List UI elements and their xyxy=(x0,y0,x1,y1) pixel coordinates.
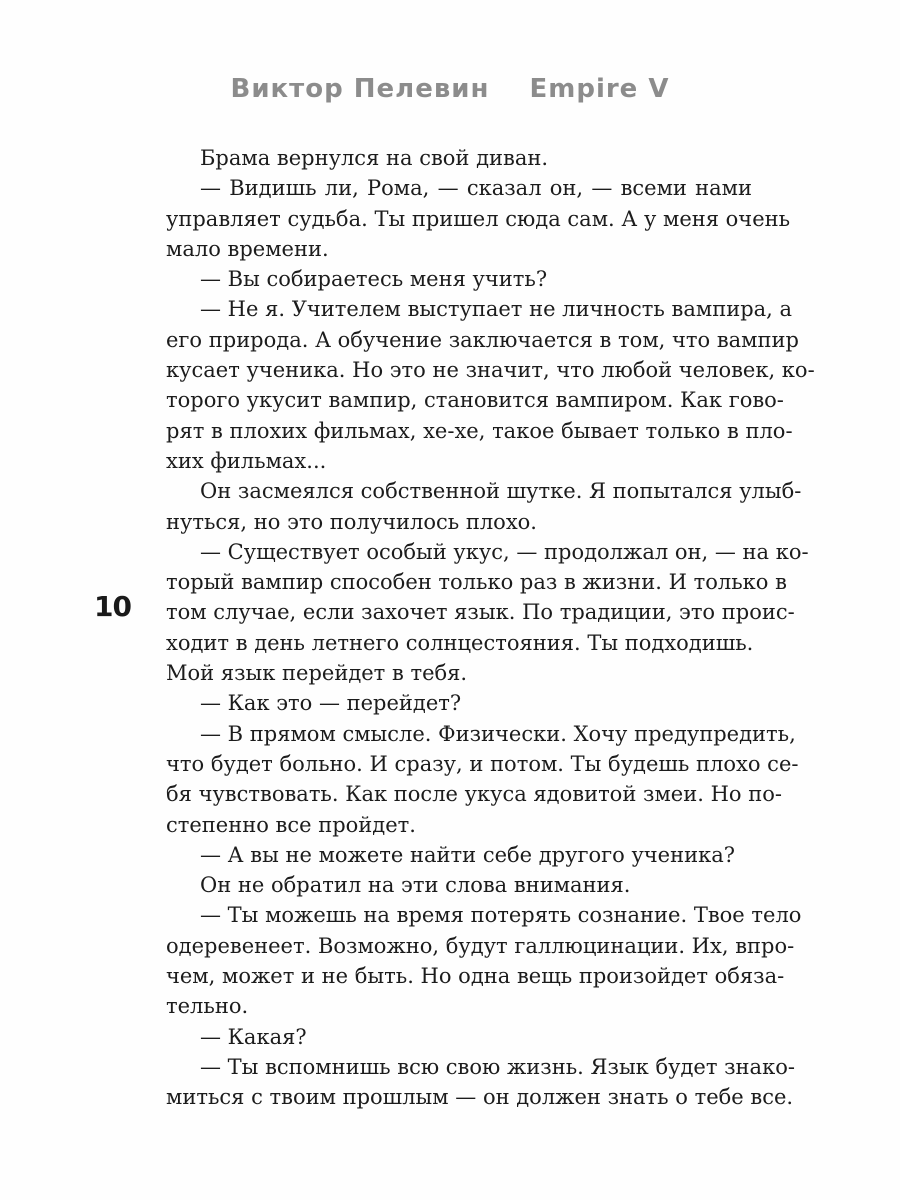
text-line: — Не я. Учителем выступает не личность вампира, а xyxy=(200,297,793,322)
header-author: Виктор Пелевин xyxy=(230,74,490,104)
text-line: управляет судьба. Ты пришел сюда сам. А у меня очень xyxy=(166,206,791,231)
body-text xyxy=(166,143,815,1113)
text-line: Брама вернулся на свой диван. xyxy=(200,146,549,170)
text-line: одеревенеет. Возможно, будут галлюцинации. Их, впро- xyxy=(166,933,795,958)
text-line: мало времени. xyxy=(166,236,329,261)
text-line: кусает ученика. Но это не значит, что любой человек, ко- xyxy=(166,358,815,383)
text-line: степенно все пройдет. xyxy=(166,812,416,837)
text-line: чем, может и не быть. Но одна вещь произойдет обяза- xyxy=(166,964,785,989)
text-line: — Как это — перейдет? xyxy=(200,691,462,716)
running-header xyxy=(0,74,900,104)
header-book-title: Empire V xyxy=(529,74,670,104)
text-line: — Ты можешь на время потерять сознание. Твое тело xyxy=(200,903,802,928)
text-line: миться с твоим прошлым — он должен знать о тебе все. xyxy=(166,1085,794,1110)
text-line: — Видишь ли, Рома, — сказал он, — всеми нами xyxy=(200,176,752,201)
text-line: хих фильмах... xyxy=(166,448,327,473)
text-line: том случае, если захочет язык. По традиции, это проис- xyxy=(166,600,795,625)
text-line: — В прямом смысле. Физически. Хочу предупредить, xyxy=(200,721,796,746)
text-line: нуться, но это получилось плохо. xyxy=(166,509,537,534)
text-line: тельно. xyxy=(166,994,249,1019)
text-line: бя чувствовать. Как после укуса ядовитой змеи. Но по- xyxy=(166,782,782,807)
text-line: что будет больно. И сразу, и потом. Ты будешь плохо се- xyxy=(166,751,799,776)
text-line: торого укусит вампир, становится вампиром. Как гово- xyxy=(166,388,784,413)
text-line: ходит в день летнего солнцестояния. Ты подходишь. xyxy=(166,630,754,655)
text-line: Мой язык перейдет в тебя. xyxy=(166,661,468,686)
text-line: торый вампир способен только раз в жизни. И только в xyxy=(166,570,787,595)
text-line: его природа. А обучение заключается в том, что вампир xyxy=(166,327,799,352)
text-line: — Вы собираетесь меня учить? xyxy=(200,267,548,292)
text-line: рят в плохих фильмах, хе-хе, такое бывает только в пло- xyxy=(166,418,793,443)
text-line: Он засмеялся собственной шутке. Я попытался улыб- xyxy=(200,479,802,504)
text-line: Он не обратил на эти слова внимания. xyxy=(200,873,631,898)
text-line: — Существует особый укус, — продолжал он, — на ко- xyxy=(200,539,809,564)
text-line: — Какая? xyxy=(200,1024,307,1049)
page-number: 10 xyxy=(94,590,131,623)
text-line: — А вы не можете найти себе другого ученика? xyxy=(200,842,736,867)
text-line: — Ты вспомнишь всю свою жизнь. Язык будет знако- xyxy=(200,1054,795,1079)
